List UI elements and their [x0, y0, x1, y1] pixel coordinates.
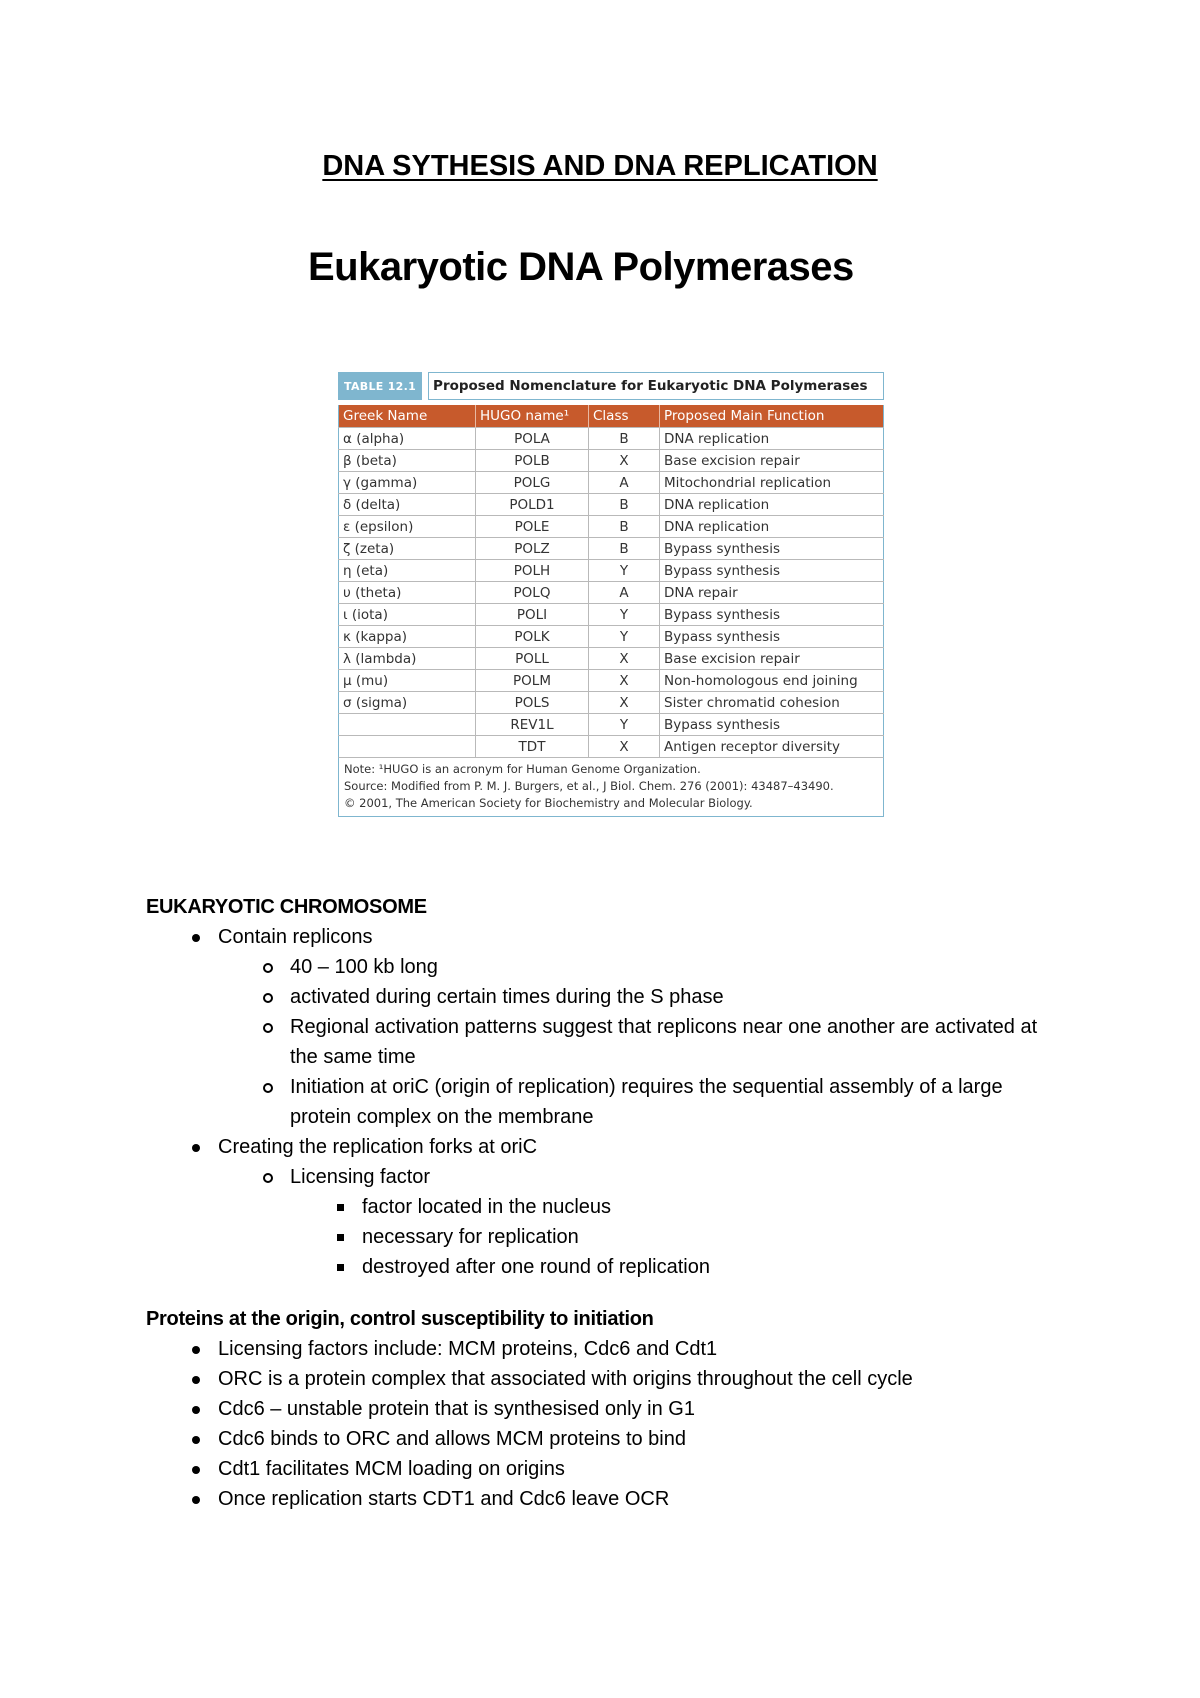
hugo-name-cell: POLM — [476, 670, 589, 692]
list-item — [146, 1162, 1066, 1192]
list-item — [146, 1012, 1066, 1072]
list-item — [146, 1484, 1066, 1514]
table-row — [339, 714, 884, 736]
greek-name-cell: ι (iota) — [339, 604, 476, 626]
function-cell: DNA replication — [660, 516, 884, 538]
class-cell: X — [589, 648, 660, 670]
list-item — [146, 1424, 1066, 1454]
function-cell: DNA replication — [660, 428, 884, 450]
greek-name-cell: ε (epsilon) — [339, 516, 476, 538]
list-item — [146, 1072, 1066, 1132]
function-cell: Mitochondrial replication — [660, 472, 884, 494]
header-hugo-name: HUGO name¹ — [476, 405, 589, 428]
list-item-text: Regional activation patterns suggest that replicons near one another are activated at the same time — [290, 1016, 1038, 1068]
list-item-text: Cdt1 facilitates MCM loading on origins — [218, 1458, 565, 1480]
table-row — [339, 692, 884, 714]
function-cell: Base excision repair — [660, 450, 884, 472]
list-item-text: Cdc6 binds to ORC and allows MCM proteins to bind — [218, 1428, 686, 1450]
bullet-icon — [186, 1484, 206, 1514]
list-item-text: factor located in the nucleus — [362, 1196, 612, 1218]
bullet-icon — [186, 1424, 206, 1454]
notes-content — [146, 892, 1066, 1514]
table-row — [339, 450, 884, 472]
table-row — [339, 670, 884, 692]
list-item-text: Contain replicons — [218, 926, 373, 948]
class-cell: Y — [589, 626, 660, 648]
table-row — [339, 604, 884, 626]
function-cell: DNA repair — [660, 582, 884, 604]
class-cell: A — [589, 582, 660, 604]
function-cell: Sister chromatid cohesion — [660, 692, 884, 714]
function-cell: Antigen receptor diversity — [660, 736, 884, 758]
section-heading-proteins-at-origin: Proteins at the origin, control susceptibility to initiation — [146, 1308, 654, 1330]
circle-bullet-icon — [258, 982, 278, 1012]
hugo-name-cell: POLI — [476, 604, 589, 626]
function-cell: Non-homologous end joining — [660, 670, 884, 692]
list-item — [146, 1364, 1066, 1394]
hugo-name-cell: TDT — [476, 736, 589, 758]
header-greek-name: Greek Name — [339, 405, 476, 428]
bullet-list — [146, 922, 1066, 952]
hugo-name-cell: REV1L — [476, 714, 589, 736]
class-cell: B — [589, 538, 660, 560]
greek-name-cell: ζ (zeta) — [339, 538, 476, 560]
hugo-name-cell: POLH — [476, 560, 589, 582]
list-item — [146, 1192, 1066, 1222]
table-row — [339, 626, 884, 648]
bullet-icon — [186, 1454, 206, 1484]
table-tag: TABLE 12.1 — [338, 372, 422, 400]
hugo-name-cell: POLG — [476, 472, 589, 494]
table-row — [339, 560, 884, 582]
bullet-icon — [186, 1334, 206, 1364]
greek-name-cell — [339, 736, 476, 758]
table-notes — [338, 757, 884, 817]
table-row — [339, 736, 884, 758]
table-row — [339, 648, 884, 670]
greek-name-cell: η (eta) — [339, 560, 476, 582]
list-item-text: destroyed after one round of replication — [362, 1256, 710, 1278]
class-cell: Y — [589, 604, 660, 626]
list-item-text: Creating the replication forks at oriC — [218, 1136, 538, 1158]
function-cell: Base excision repair — [660, 648, 884, 670]
greek-name-cell: υ (theta) — [339, 582, 476, 604]
header-main-function: Proposed Main Function — [660, 405, 884, 428]
bullet-icon — [186, 1394, 206, 1424]
greek-name-cell: μ (mu) — [339, 670, 476, 692]
circle-bullet-icon — [258, 952, 278, 982]
hugo-name-cell: POLQ — [476, 582, 589, 604]
hugo-name-cell: POLZ — [476, 538, 589, 560]
list-item — [146, 1132, 1066, 1162]
greek-name-cell: γ (gamma) — [339, 472, 476, 494]
sub-bullet-list — [146, 1162, 1066, 1192]
page-title: DNA SYTHESIS AND DNA REPLICATION — [322, 150, 878, 182]
greek-name-cell: δ (delta) — [339, 494, 476, 516]
class-cell: A — [589, 472, 660, 494]
sub-bullet-list — [146, 952, 1066, 1132]
square-bullet-icon — [330, 1192, 350, 1222]
table-row — [339, 582, 884, 604]
hugo-name-cell: POLE — [476, 516, 589, 538]
circle-bullet-icon — [258, 1162, 278, 1192]
function-cell: DNA replication — [660, 494, 884, 516]
table-caption-row — [338, 372, 884, 400]
table-note: Note: ¹HUGO is an acronym for Human Genome Organization. — [344, 762, 701, 776]
class-cell: X — [589, 670, 660, 692]
polymerase-table — [338, 405, 884, 757]
greek-name-cell: κ (kappa) — [339, 626, 476, 648]
list-item-text: Licensing factors include: MCM proteins, Cdc6 and Cdt1 — [218, 1338, 718, 1360]
function-cell: Bypass synthesis — [660, 538, 884, 560]
list-item-text: Once replication starts CDT1 and Cdc6 leave OCR — [218, 1488, 670, 1510]
bullet-list — [146, 1132, 1066, 1162]
bullet-icon — [186, 922, 206, 952]
table-header-row — [339, 405, 884, 428]
list-item — [146, 1222, 1066, 1252]
list-item — [146, 982, 1066, 1012]
list-item-text: 40 – 100 kb long — [290, 956, 438, 978]
function-cell: Bypass synthesis — [660, 714, 884, 736]
greek-name-cell: α (alpha) — [339, 428, 476, 450]
header-class: Class — [589, 405, 660, 428]
list-item-text: ORC is a protein complex that associated with origins throughout the cell cycle — [218, 1368, 913, 1390]
hugo-name-cell: POLS — [476, 692, 589, 714]
greek-name-cell: σ (sigma) — [339, 692, 476, 714]
list-item-text: Cdc6 – unstable protein that is synthesised only in G1 — [218, 1398, 695, 1420]
class-cell: Y — [589, 560, 660, 582]
table-row — [339, 472, 884, 494]
class-cell: B — [589, 428, 660, 450]
class-cell: X — [589, 450, 660, 472]
list-item-text: necessary for replication — [362, 1226, 579, 1248]
table-caption: Proposed Nomenclature for Eukaryotic DNA Polymerases — [428, 372, 884, 400]
greek-name-cell: β (beta) — [339, 450, 476, 472]
list-item-text: Initiation at oriC (origin of replication) requires the sequential assembly of a large protein complex on the membrane — [290, 1076, 1003, 1128]
list-item — [146, 1394, 1066, 1424]
table-copyright: © 2001, The American Society for Biochemistry and Molecular Biology. — [344, 796, 753, 810]
slide-title: Eukaryotic DNA Polymerases — [308, 245, 854, 289]
square-bullet-icon — [330, 1222, 350, 1252]
class-cell: B — [589, 516, 660, 538]
table-row — [339, 494, 884, 516]
list-item — [146, 1334, 1066, 1364]
greek-name-cell — [339, 714, 476, 736]
hugo-name-cell: POLB — [476, 450, 589, 472]
circle-bullet-icon — [258, 1072, 278, 1102]
class-cell: X — [589, 692, 660, 714]
table-row — [339, 428, 884, 450]
table-row — [339, 538, 884, 560]
circle-bullet-icon — [258, 1012, 278, 1042]
list-item-text: Licensing factor — [290, 1166, 431, 1188]
bullet-list — [146, 1334, 1066, 1514]
class-cell: Y — [589, 714, 660, 736]
hugo-name-cell: POLK — [476, 626, 589, 648]
bullet-icon — [186, 1364, 206, 1394]
table-source: Source: Modified from P. M. J. Burgers, et al., J Biol. Chem. 276 (2001): 43487–43490. — [344, 779, 834, 793]
list-item — [146, 952, 1066, 982]
table-row — [339, 516, 884, 538]
list-item — [146, 1252, 1066, 1282]
function-cell: Bypass synthesis — [660, 626, 884, 648]
hugo-name-cell: POLA — [476, 428, 589, 450]
class-cell: B — [589, 494, 660, 516]
function-cell: Bypass synthesis — [660, 604, 884, 626]
hugo-name-cell: POLL — [476, 648, 589, 670]
greek-name-cell: λ (lambda) — [339, 648, 476, 670]
function-cell: Bypass synthesis — [660, 560, 884, 582]
square-bullet-icon — [330, 1252, 350, 1282]
hugo-name-cell: POLD1 — [476, 494, 589, 516]
list-item — [146, 922, 1066, 952]
list-item-text: activated during certain times during the S phase — [290, 986, 724, 1008]
polymerase-table-figure — [338, 372, 884, 817]
sub-sub-bullet-list — [146, 1192, 1066, 1282]
section-heading-eukaryotic-chromosome: EUKARYOTIC CHROMOSOME — [146, 896, 427, 918]
list-item — [146, 1454, 1066, 1484]
class-cell: X — [589, 736, 660, 758]
bullet-icon — [186, 1132, 206, 1162]
